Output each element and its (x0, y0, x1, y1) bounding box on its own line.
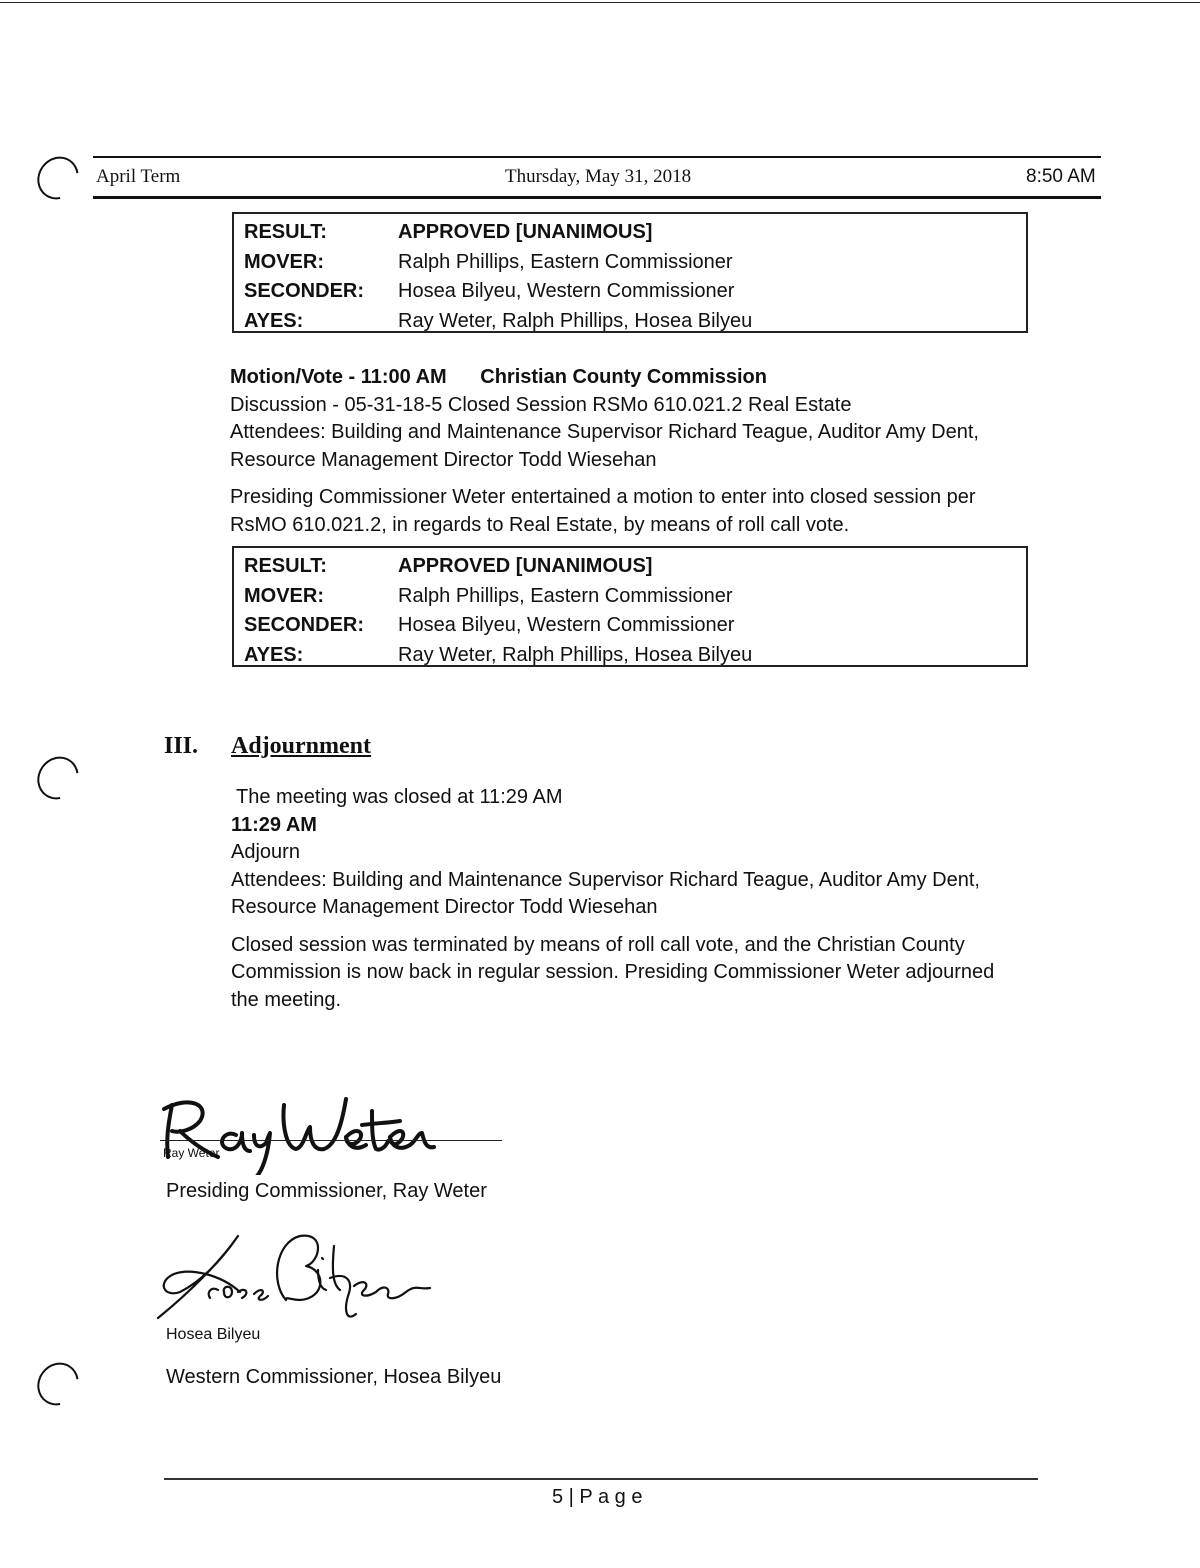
vote-row-mover (244, 582, 1026, 612)
vote-label: AYES: (244, 309, 304, 332)
motion-section (230, 364, 1030, 539)
vote-row-ayes (244, 307, 1026, 337)
adjournment-time: 11:29 AM (231, 813, 317, 836)
page-number: 5 | P a g e (552, 1486, 643, 1508)
vote-value: Ralph Phillips, Eastern Commissioner (398, 250, 733, 273)
vote-row-result (244, 552, 1026, 582)
signer-title: Presiding Commissioner, Ray Weter (166, 1180, 487, 1202)
adjournment-action: Adjourn (231, 841, 300, 863)
header-term: April Term (96, 166, 181, 187)
header-rule-top (93, 156, 1101, 158)
vote-value: APPROVED [UNANIMOUS] (398, 555, 653, 578)
motion-heading-body: Christian County Commission (480, 366, 767, 388)
section-title: Adjournment (231, 733, 372, 759)
vote-row-ayes (244, 641, 1026, 671)
vote-row-result (244, 218, 1026, 248)
motion-text-line2: RsMO 610.021.2, in regards to Real Estate, by means of roll call vote. (230, 513, 850, 536)
vote-label: MOVER: (244, 584, 324, 607)
adjournment-section (231, 784, 1031, 1014)
punch-hole-icon (29, 749, 87, 808)
punch-hole-icon (29, 149, 87, 208)
spacer (230, 474, 1030, 484)
vote-value: Hosea Bilyeu, Western Commissioner (398, 280, 735, 303)
spacer (231, 922, 1031, 932)
section-numeral: III. (164, 733, 199, 759)
vote-row-seconder (244, 277, 1026, 307)
motion-text-line1: Presiding Commissioner Weter entertained a motion to enter into closed session per (230, 486, 976, 508)
vote-label: RESULT: (244, 221, 327, 244)
adjournment-attendees-line2: Resource Management Director Todd Wiesehan (231, 896, 658, 918)
vote-label: AYES: (244, 643, 304, 666)
page-top-edge (0, 2, 1200, 3)
vote-result-box (232, 212, 1028, 333)
motion-heading (230, 364, 1030, 392)
vote-row-seconder (244, 611, 1026, 641)
vote-value: Hosea Bilyeu, Western Commissioner (398, 614, 735, 637)
vote-label: SECONDER: (244, 614, 365, 637)
signer-title: Western Commissioner, Hosea Bilyeu (166, 1366, 502, 1388)
signature-line (160, 1140, 502, 1141)
signature-printed-name: Hosea Bilyeu (166, 1326, 261, 1343)
vote-label: SECONDER: (244, 280, 365, 303)
footer-rule (164, 1478, 1038, 1480)
motion-heading-prefix: Motion/Vote - 11:00 AM (230, 366, 447, 388)
punch-hole-icon (29, 1355, 87, 1414)
vote-result-box (232, 546, 1028, 667)
signature-printed-name: Ray Weter (163, 1146, 220, 1160)
ray-weter-signature (150, 1075, 450, 1175)
motion-discussion: Discussion - 05-31-18-5 Closed Session RSMo 610.021.2 Real Estate (230, 393, 852, 416)
adjournment-text-line3: the meeting. (231, 988, 342, 1011)
header-date: Thursday, May 31, 2018 (505, 166, 692, 187)
motion-attendees-line1: Attendees: Building and Maintenance Supervisor Richard Teague, Auditor Amy Dent, (230, 421, 979, 443)
vote-label: MOVER: (244, 250, 324, 273)
vote-value: Ray Weter, Ralph Phillips, Hosea Bilyeu (398, 643, 753, 666)
adjournment-text-line1: Closed session was terminated by means of roll call vote, and the Christian County (231, 933, 965, 956)
adjournment-text-line2: Commission is now back in regular session. Presiding Commissioner Weter adjourned (231, 961, 995, 983)
header-time: 8:50 AM (1026, 166, 1096, 187)
vote-label: RESULT: (244, 555, 327, 578)
vote-value: Ralph Phillips, Eastern Commissioner (398, 584, 733, 607)
closed-line: The meeting was closed at 11:29 AM (236, 786, 563, 808)
hosea-bilyeu-signature (150, 1222, 450, 1326)
vote-value: Ray Weter, Ralph Phillips, Hosea Bilyeu (398, 309, 753, 332)
vote-row-mover (244, 248, 1026, 278)
vote-value: APPROVED [UNANIMOUS] (398, 221, 653, 244)
header-rule-bottom (93, 196, 1101, 199)
adjournment-attendees-line1: Attendees: Building and Maintenance Supervisor Richard Teague, Auditor Amy Dent, (231, 868, 980, 891)
motion-attendees-line2: Resource Management Director Todd Wiesehan (230, 448, 657, 471)
